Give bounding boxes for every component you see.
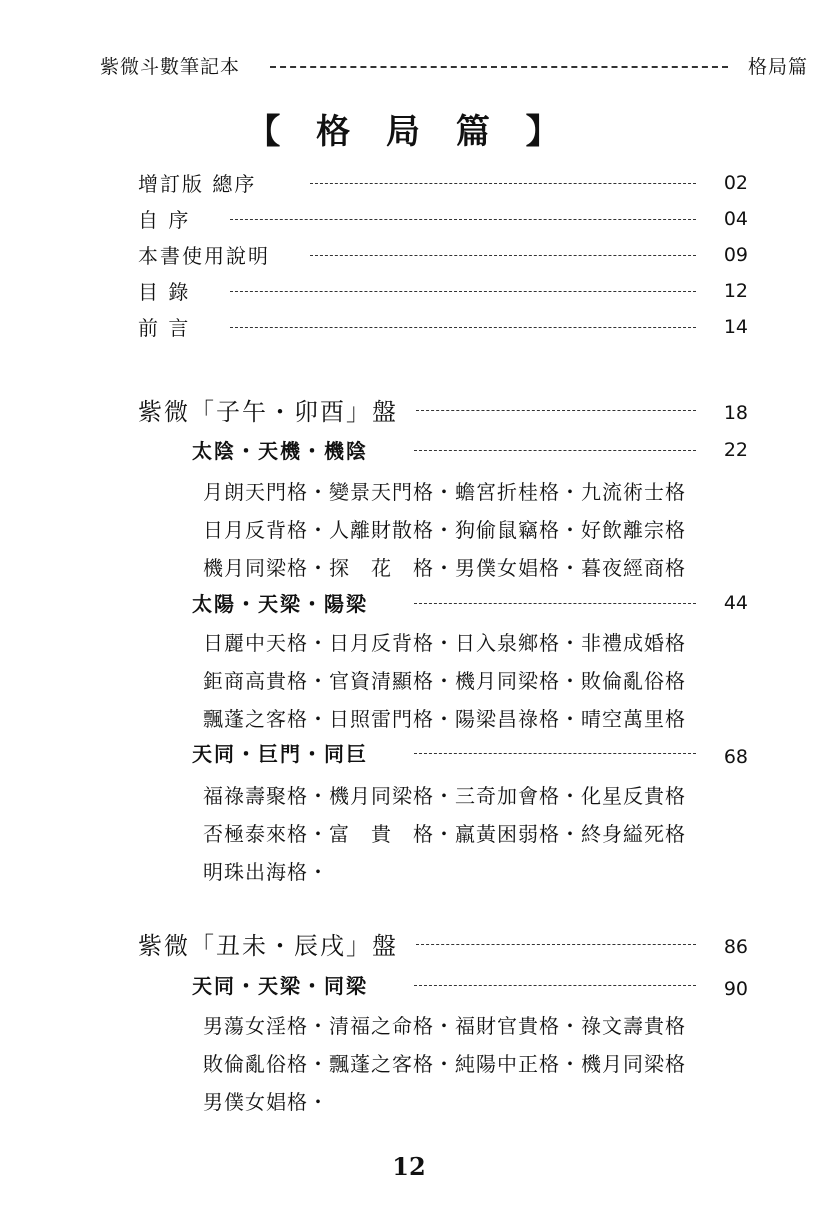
toc-entry-contents[interactable] [138,276,748,306]
toc-entry-foreword[interactable] [138,312,748,342]
toc-subsection-label: 天同・天梁・同梁 [192,974,368,998]
dot-leader [414,985,696,986]
header-leader [270,66,728,68]
dot-leader [416,410,696,411]
toc-subsection-page: 44 [723,592,748,614]
dot-leader [414,603,696,604]
toc-entry-page: 02 [723,172,748,194]
toc-entry-page: 14 [723,316,748,338]
dot-leader [310,255,696,256]
toc-entry-author-preface[interactable] [138,204,748,234]
pattern-list-line: 男僕女娼格・ [203,1090,329,1114]
pattern-list-line: 機月同梁格・探 花 格・男僕女娼格・暮夜經商格 [203,556,686,580]
dot-leader [416,944,696,945]
toc-entry-label: 本書使用說明 [138,244,270,268]
toc-section-page: 86 [723,936,748,958]
toc-subsection[interactable] [192,970,748,1000]
running-header [100,52,808,82]
toc-subsection[interactable] [192,435,748,465]
toc-entry-label: 目 錄 [138,280,191,304]
pattern-list-line: 月朗天門格・變景天門格・蟾宮折桂格・九流術士格 [203,480,686,504]
toc-subsection-label: 太陽・天梁・陽梁 [192,592,368,616]
toc-entry-label: 增訂版 總序 [138,172,257,196]
toc-section-label: 紫微「丑未・辰戌」盤 [138,932,398,960]
toc-entry-page: 04 [723,208,748,230]
pattern-list-line: 鉅商高貴格・官資清顯格・機月同梁格・敗倫亂俗格 [203,669,686,693]
toc-section-ziwu-maoyou[interactable] [138,392,748,428]
pattern-list-line: 日月反背格・人離財散格・狗偷鼠竊格・好飲離宗格 [203,518,686,542]
toc-subsection-label: 太陰・天機・機陰 [192,439,368,463]
toc-subsection-page: 90 [723,978,748,1000]
toc-entry-label: 自 序 [138,208,191,232]
pattern-list-line: 否極泰來格・富 貴 格・羸黃困弱格・終身縊死格 [203,822,686,846]
dot-leader [310,183,696,184]
toc-entry-usage[interactable] [138,240,748,270]
toc-section-chouwei-chenxu[interactable] [138,926,748,962]
toc-section-page: 18 [723,402,748,424]
dot-leader [230,219,696,220]
chapter-title: 【 格 局 篇 】 [246,112,572,152]
page-number: 12 [392,1152,426,1181]
chapter-name: 格局篇 [747,56,808,78]
toc-subsection-page: 68 [723,746,748,768]
toc-subsection[interactable] [192,588,748,618]
pattern-list-line: 男蕩女淫格・清福之命格・福財官貴格・祿文壽貴格 [203,1014,686,1038]
toc-section-label: 紫微「子午・卯酉」盤 [138,398,398,426]
dot-leader [230,327,696,328]
pattern-list-line: 敗倫亂俗格・飄蓬之客格・純陽中正格・機月同梁格 [203,1052,686,1076]
dot-leader [414,753,696,754]
toc-entry-preface[interactable] [138,168,748,198]
toc-subsection-label: 天同・巨門・同巨 [192,742,368,766]
toc-subsection[interactable] [192,738,748,768]
toc-entry-page: 12 [723,280,748,302]
book-title: 紫微斗數筆記本 [100,56,241,78]
toc-subsection-page: 22 [723,439,748,461]
pattern-list-line: 明珠出海格・ [203,860,329,884]
pattern-list-line: 飄蓬之客格・日照雷門格・陽梁昌祿格・晴空萬里格 [203,707,686,731]
pattern-list-line: 福祿壽聚格・機月同梁格・三奇加會格・化星反貴格 [203,784,686,808]
toc-entry-page: 09 [723,244,748,266]
toc-entry-label: 前 言 [138,316,191,340]
dot-leader [230,291,696,292]
dot-leader [414,450,696,451]
pattern-list-line: 日麗中天格・日月反背格・日入泉鄉格・非禮成婚格 [203,631,686,655]
